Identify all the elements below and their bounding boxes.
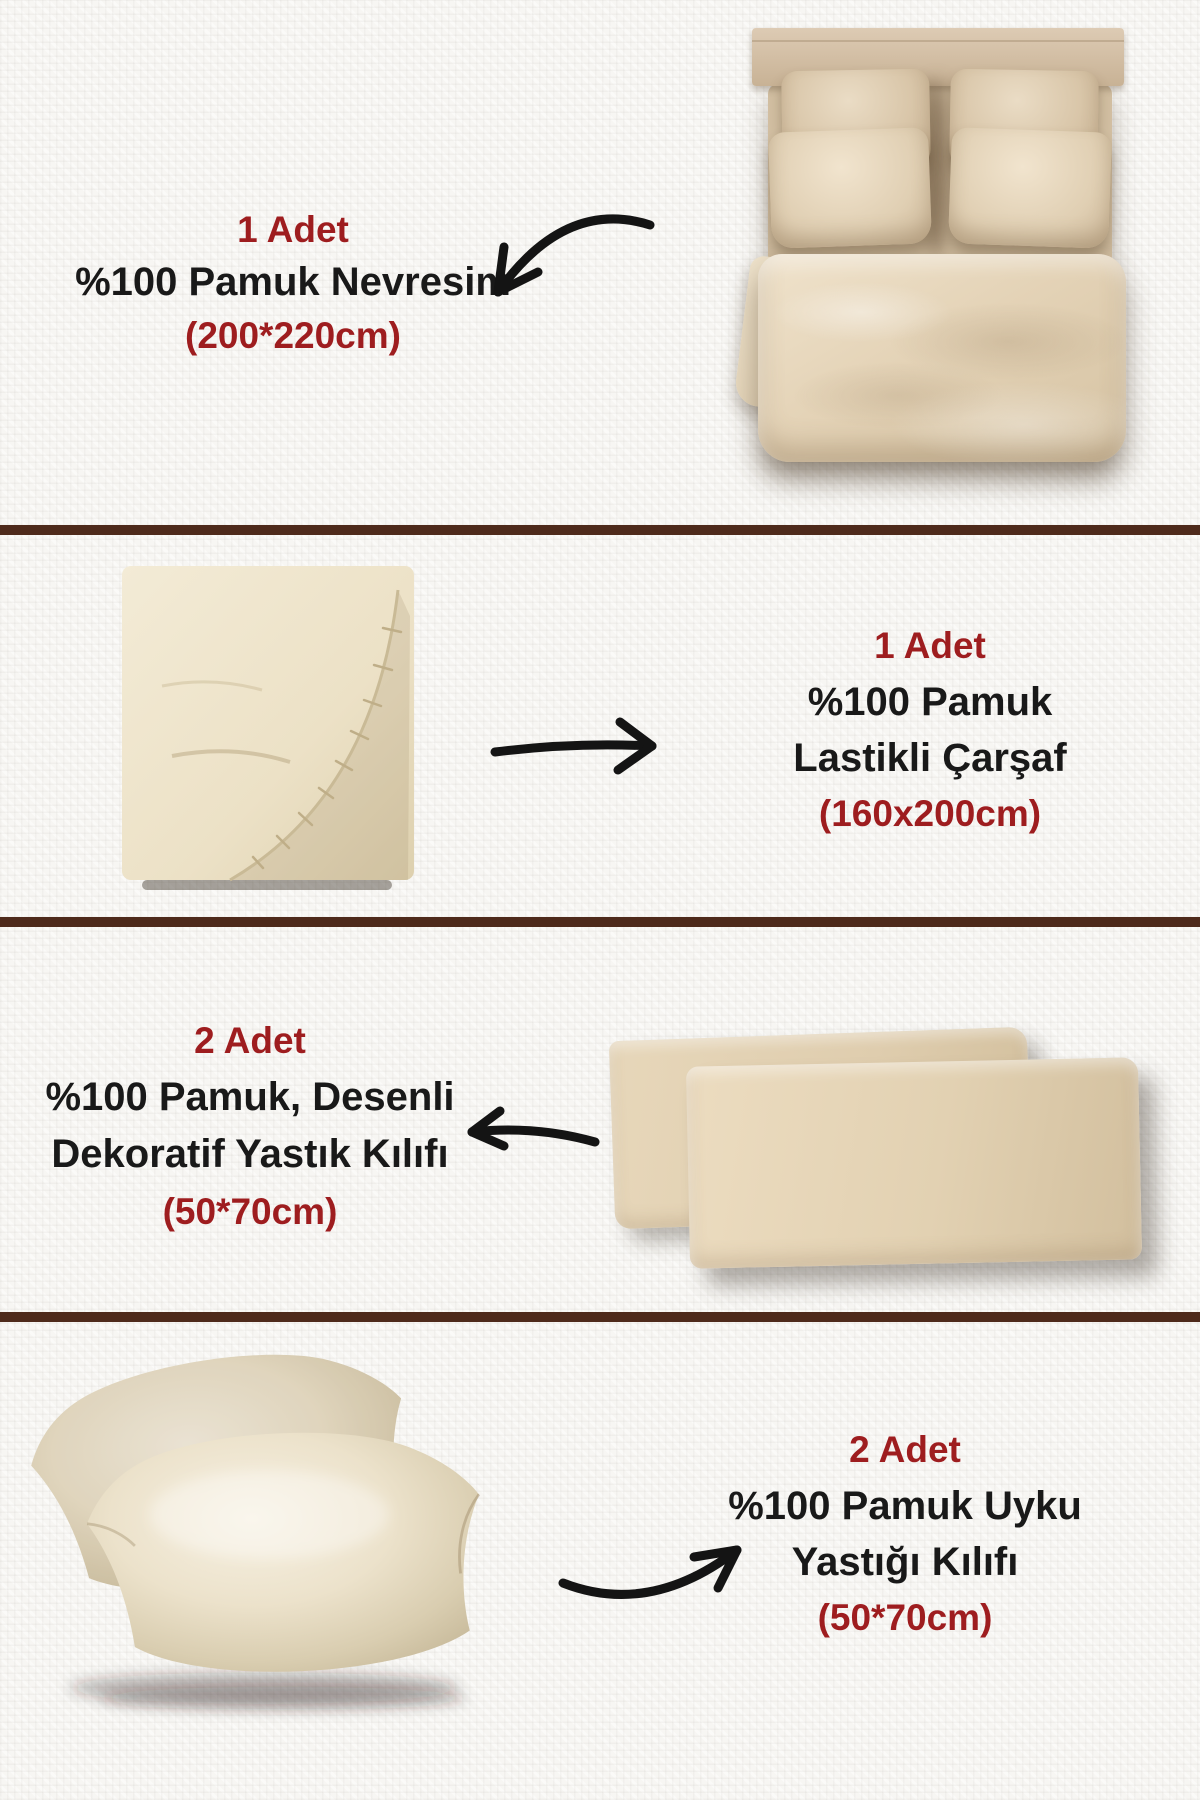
sleep-pillow-text-block (680, 1422, 1130, 1646)
decorative-pillowcase-text-block (20, 1012, 480, 1240)
section-divider-1 (0, 525, 1200, 535)
bed-duvet (758, 254, 1126, 462)
bed-front-pillow-right (948, 127, 1112, 249)
sleep-pillow-size: (50*70cm) (817, 1597, 993, 1638)
duvet-cover-name: %100 Pamuk Nevresim (75, 260, 511, 304)
straight-arrow-right-icon (480, 700, 680, 800)
section-divider-3 (0, 1312, 1200, 1322)
sleep-pillow-qty: 2 Adet (849, 1429, 961, 1470)
section-divider-2 (0, 917, 1200, 927)
duvet-cover-qty: 1 Adet (237, 209, 349, 250)
fitted-sheet-qty: 1 Adet (874, 625, 986, 666)
fitted-sheet-image (112, 556, 432, 896)
fitted-sheet-text-block (700, 618, 1160, 842)
straight-arrow-left-icon (455, 1085, 615, 1185)
sleep-pillow-name-2: Yastığı Kılıfı (791, 1540, 1019, 1584)
flat-pillowcase-front-image (686, 1057, 1142, 1268)
bed-duvet-top-view-image (748, 24, 1132, 464)
decorative-pillowcase-name-1: %100 Pamuk, Desenli (45, 1075, 455, 1119)
decorative-pillowcase-name-2: Dekoratif Yastık Kılıfı (51, 1132, 449, 1176)
bed-front-pillow-left (768, 127, 932, 249)
decorative-pillowcase-qty: 2 Adet (194, 1020, 306, 1061)
duvet-cover-text-block (63, 203, 523, 362)
duvet-cover-size: (200*220cm) (185, 315, 401, 356)
fitted-sheet-name-1: %100 Pamuk (807, 680, 1053, 724)
decorative-pillowcase-size: (50*70cm) (162, 1191, 338, 1232)
sleep-pillow-name-1: %100 Pamuk Uyku (728, 1484, 1082, 1528)
fitted-sheet-name-2: Lastikli Çarşaf (793, 736, 1067, 780)
curved-arrow-down-left-icon (470, 185, 670, 315)
fitted-sheet-size: (160x200cm) (818, 793, 1042, 834)
sleep-pillows-image (14, 1336, 514, 1736)
